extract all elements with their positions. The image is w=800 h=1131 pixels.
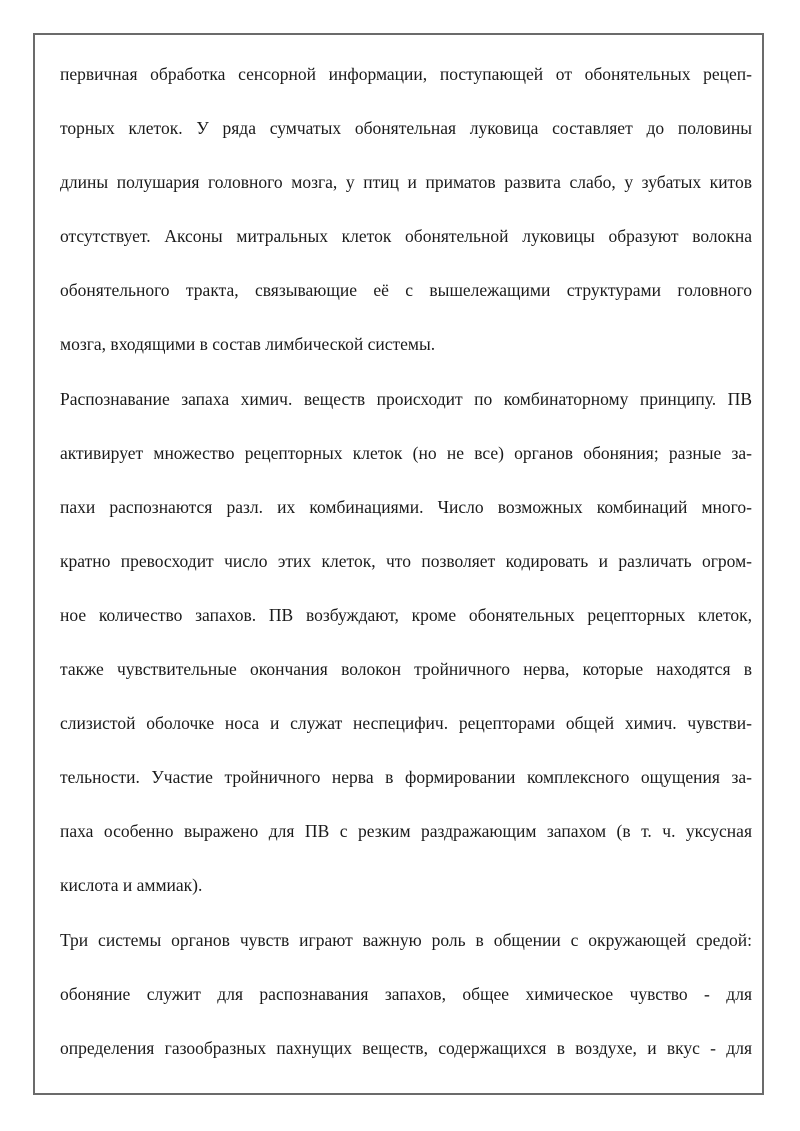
text-line: Три системы органов чувств играют важную роль в общении с окружающей средой:	[60, 929, 752, 950]
text-line: кратно превосходит число этих клеток, что позволяет кодировать и различать огром-	[60, 550, 752, 571]
text-line: кислота и аммиак).	[60, 875, 203, 896]
text-line: активирует множество рецепторных клеток (но не все) органов обоняния; разные за-	[60, 442, 752, 463]
text-line: паха особенно выражено для ПВ с резким раздражающим запахом (в т. ч. уксусная	[60, 821, 752, 842]
text-line: ное количество запахов. ПВ возбуждают, кроме обонятельных рецепторных клеток,	[60, 604, 752, 625]
text-line: пахи распознаются разл. их комбинациями. Число возможных комбинаций много-	[60, 496, 752, 517]
text-line: торных клеток. У ряда сумчатых обонятельная луковица составляет до половины	[60, 118, 752, 139]
text-line: мозга, входящими в состав лимбической системы.	[60, 334, 436, 355]
text-line: определения газообразных пахнущих веществ, содержащихся в воздухе, и вкус - для	[60, 1037, 752, 1058]
document-body	[60, 47, 752, 1075]
text-line: также чувствительные окончания волокон тройничного нерва, которые находятся в	[60, 659, 752, 680]
text-line: обонятельного тракта, связывающие её с вышележащими структурами головного	[60, 280, 752, 301]
text-line: первичная обработка сенсорной информации, поступающей от обонятельных рецеп-	[60, 64, 752, 84]
text-line: длины полушария головного мозга, у птиц и приматов развита слабо, у зубатых китов	[60, 172, 752, 193]
text-line: Распознавание запаха химич. веществ происходит по комбинаторному принципу. ПВ	[60, 388, 752, 409]
text-line: отсутствует. Аксоны митральных клеток обонятельной луковицы образуют волокна	[60, 226, 752, 247]
text-line: тельности. Участие тройничного нерва в формировании комплексного ощущения за-	[60, 767, 752, 788]
text-line: обоняние служит для распознавания запахов, общее химическое чувство - для	[60, 983, 752, 1004]
text-line: слизистой оболочке носа и служат неспецифич. рецепторами общей химич. чувстви-	[60, 713, 752, 734]
